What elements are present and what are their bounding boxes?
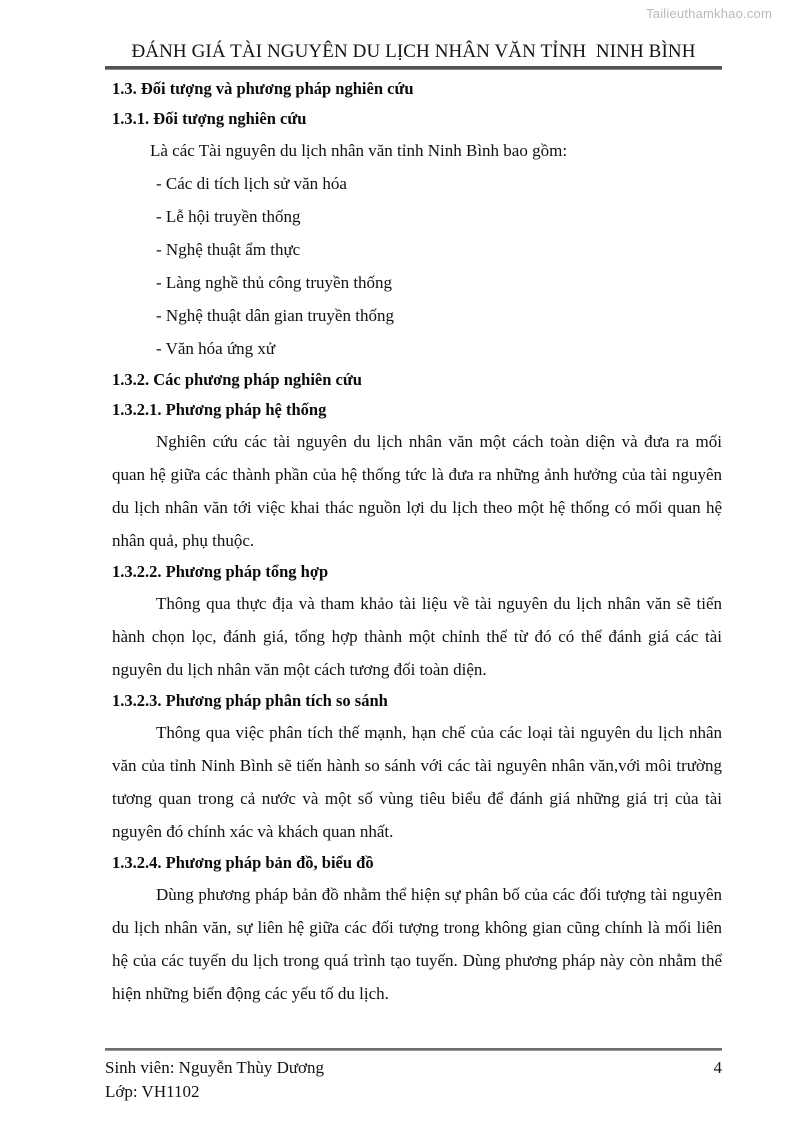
heading-1-3-2-4: 1.3.2.4. Phương pháp bản đồ, biểu đồ: [112, 853, 374, 872]
list-item: - Làng nghề thủ công truyền thống: [156, 273, 393, 292]
heading-1-3-2-3: 1.3.2.3. Phương pháp phân tích so sánh: [112, 691, 388, 710]
document-body: [112, 74, 722, 1010]
heading-1-3-1: 1.3.1. Đối tượng nghiên cứu: [112, 109, 307, 128]
list-item: - Văn hóa ứng xử: [156, 339, 276, 358]
heading-1-3-2: 1.3.2. Các phương pháp nghiên cứu: [112, 370, 362, 389]
header-divider: [105, 66, 722, 70]
running-header: [105, 40, 722, 70]
paragraph-1-3-2-3: Thông qua việc phân tích thế mạnh, hạn chế của các loại tài nguyên du lịch nhân văn của tỉnh Ninh Bình sẽ tiến hành so sánh với các tài nguyên nhân văn,với môi trường tương quan trong cả nước và một số vùng tiêu biểu để đánh giá những giá trị của tài nguyên đó chính xác và khách quan nhất.: [112, 723, 722, 841]
heading-1-3-2-2: 1.3.2.2. Phương pháp tổng hợp: [112, 562, 329, 581]
lead-paragraph-1-3-1: Là các Tài nguyên du lịch nhân văn tỉnh Ninh Bình bao gồm:: [150, 141, 568, 160]
list-item: - Nghệ thuật ẩm thực: [156, 240, 301, 259]
footer-student-name: Sinh viên: Nguyễn Thùy Dương: [105, 1058, 325, 1077]
header-title: ĐÁNH GIÁ TÀI NGUYÊN DU LỊCH NHÂN VĂN TỈNH NINH BÌNH: [131, 41, 696, 62]
list-item: - Các di tích lịch sử văn hóa: [156, 174, 347, 193]
site-watermark: Tailieuthamkhao.com: [646, 6, 772, 21]
running-footer: [105, 1048, 722, 1104]
footer-divider: [105, 1048, 722, 1051]
footer-content: [105, 1056, 722, 1104]
page-number: 4: [713, 1058, 722, 1077]
paragraph-1-3-2-2: Thông qua thực địa và tham khảo tài liệu về tài nguyên du lịch nhân văn sẽ tiến hành chọn lọc, đánh giá, tổng hợp thành một chỉnh thể từ đó có thể đánh giá các tài nguyên du lịch nhân văn một cách tương đối toàn diện.: [112, 594, 722, 679]
footer-class: Lớp: VH1102: [105, 1082, 200, 1101]
paragraph-1-3-2-1: Nghiên cứu các tài nguyên du lịch nhân văn một cách toàn diện và đưa ra mối quan hệ giữa các thành phần của hệ thống tức là đưa ra những ảnh hưởng của tài nguyên du lịch nhân văn tới việc khai thác nguồn lợi du lịch theo một hệ thống có mối quan hệ nhân quả, phụ thuộc.: [112, 432, 722, 550]
heading-1-3-2-1: 1.3.2.1. Phương pháp hệ thống: [112, 400, 327, 419]
list-item: - Lễ hội truyền thống: [156, 207, 301, 226]
paragraph-1-3-2-4: Dùng phương pháp bản đồ nhằm thể hiện sự phân bố của các đối tượng tài nguyên du lịch nhân văn, sự liên hệ giữa các đối tượng trong không gian cũng chính là mối liên hệ của các tuyến du lịch trong quá trình tạo tuyến. Dùng phương pháp này còn nhằm thể hiện những biến động các yếu tố du lịch.: [112, 885, 722, 1003]
list-item: - Nghệ thuật dân gian truyền thống: [156, 306, 394, 325]
heading-1-3: 1.3. Đối tượng và phương pháp nghiên cứu: [112, 79, 414, 98]
